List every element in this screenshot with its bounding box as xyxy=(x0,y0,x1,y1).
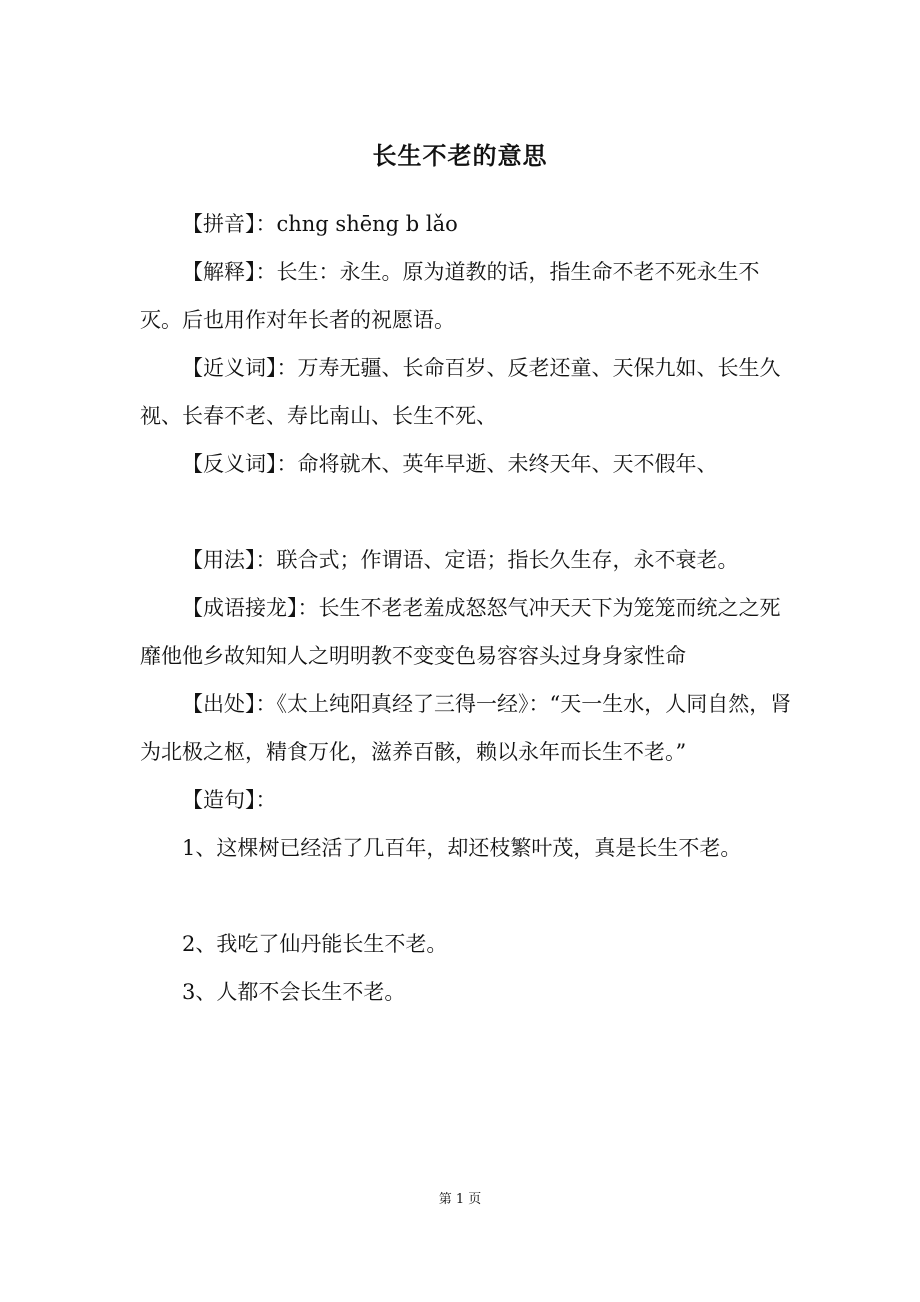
document-body xyxy=(140,200,800,1016)
example-heading: 【造句】： xyxy=(182,788,277,812)
synonyms-paragraph: 【近义词】：万寿无疆、长命百岁、反老还童、天保九如、长生久视、长春不老、寿比南山、长生不死、 xyxy=(140,356,781,428)
usage-paragraph: 【用法】：联合式；作谓语、定语；指长久生存，永不衰老。 xyxy=(182,548,739,572)
page-title: 长生不老的意思 xyxy=(372,142,548,170)
source-paragraph: 【出处】：《太上纯阳真经了三得一经》：“天一生水，人同自然，肾为北极之枢，精食万化，滋养百骸，赖以永年而长生不老。” xyxy=(140,692,792,764)
antonyms-paragraph: 【反义词】：命将就木、英年早逝、未终天年、天不假年、 xyxy=(182,452,718,476)
explanation-paragraph: 【解释】：长生：永生。原为道教的话，指生命不老不死永生不灭。后也用作对年长者的祝愿语。 xyxy=(140,260,760,332)
example-sentence-2: 2、我吃了仙丹能长生不老。 xyxy=(182,932,448,956)
pinyin-paragraph: 【拼音】：chng shēng b lǎo xyxy=(182,212,458,236)
example-sentence-3: 3、人都不会长生不老。 xyxy=(182,980,406,1004)
idiom-chain-paragraph: 【成语接龙】：长生不老老羞成怒怒气冲天天下为笼笼而统之之死靡他他乡故知知人之明明教不变变色易容容头过身身家性命 xyxy=(140,596,781,668)
page-number: 第 1 页 xyxy=(438,1192,482,1207)
example-sentence-1: 1、这棵树已经活了几百年，却还枝繁叶茂，真是长生不老。 xyxy=(182,836,742,860)
